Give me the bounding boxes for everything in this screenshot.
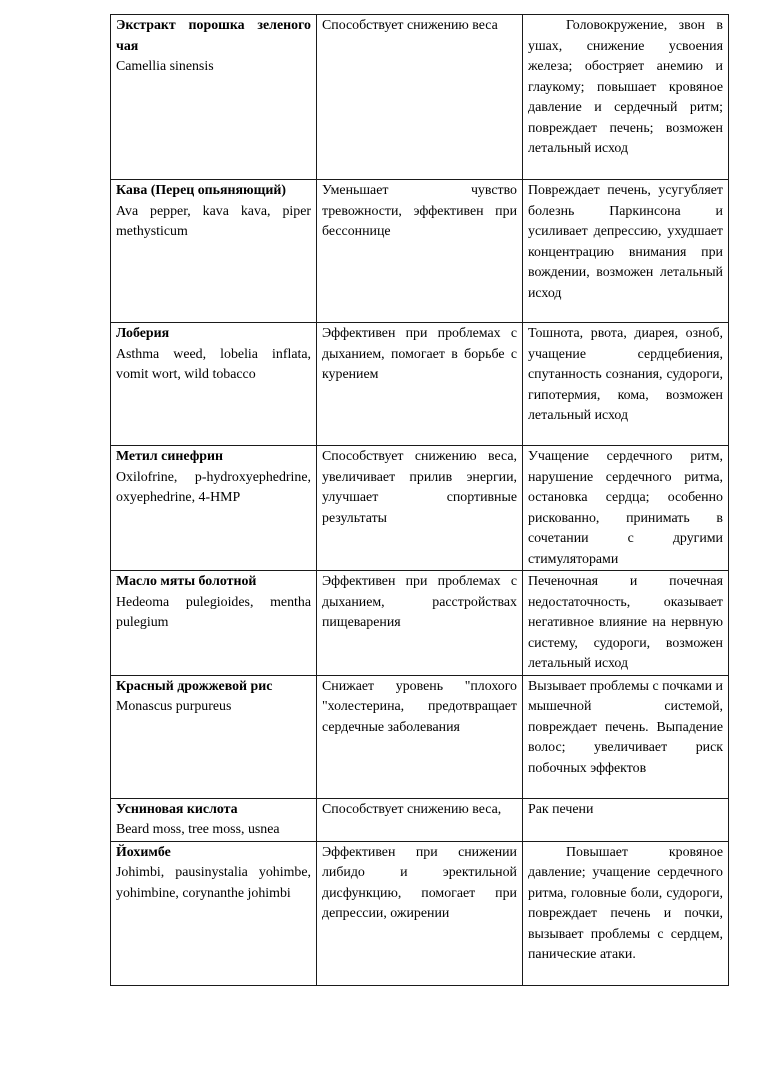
supplement-latin-names: Beard moss, tree moss, usnea (116, 822, 280, 837)
table-row (111, 446, 729, 571)
supplement-cell (111, 798, 317, 841)
risk-cell: Тошнота, рвота, диарея, озноб, учащение сердцебиения, спутанность сознания, судороги, гипотермия, кома, возможен летальный исход (523, 323, 729, 446)
supplement-cell (111, 675, 317, 798)
risk-cell: Повышает кровяное давление; учащение сердечного ритма, головные боли, судороги, повреждает печень и почки, вызывает проблемы с сердцем, панические атаки. (523, 841, 729, 985)
table-row (111, 323, 729, 446)
supplement-latin-names: Monascus purpureus (116, 699, 232, 714)
risk-cell: Головокружение, звон в ушах, снижение усвоения железа; обостряет анемию и глаукому; повышает кровяное давление и сердечный ритм; повреждает печень; возможен летальный исход (523, 15, 729, 180)
supplement-latin-names: Asthma weed, lobelia inflata, vomit wort, wild tobacco (116, 346, 311, 382)
effect-cell: Уменьшает чувство тревожности, эффективен при бессоннице (317, 180, 523, 323)
effect-cell: Эффективен при проблемах с дыханием, помогает в борьбе с курением (317, 323, 523, 446)
supplement-cell (111, 841, 317, 985)
effect-cell: Эффективен при проблемах с дыханием, расстройствах пищеварения (317, 571, 523, 676)
effect-cell: Эффективен при снижении либидо и эректильной дисфункцию, помогает при депрессии, ожирении (317, 841, 523, 985)
supplement-cell (111, 180, 317, 323)
supplement-name: Кава (Перец опьяняющий) (116, 183, 287, 198)
table-row (111, 571, 729, 676)
table-row (111, 15, 729, 180)
effect-cell: Способствует снижению веса, (317, 798, 523, 841)
table-row (111, 798, 729, 841)
supplement-latin-names: Johimbi, pausinystalia yohimbe, yohimbine, corynanthe johimbi (116, 865, 311, 901)
risk-cell: Учащение сердечного ритм, нарушение сердечного ритма, остановка сердца; особенно рискованно, принимать в сочетании с другими стимуляторами (523, 446, 729, 571)
effect-cell: Снижает уровень "плохого "холестерина, предотвращает сердечные заболевания (317, 675, 523, 798)
table-row (111, 180, 729, 323)
supplements-table (110, 14, 729, 986)
supplement-cell (111, 571, 317, 676)
risk-cell: Печеночная и почечная недостаточность, оказывает негативное влияние на нервную систему, судороги, возможен летальный исход (523, 571, 729, 676)
supplement-cell (111, 15, 317, 180)
effect-cell: Способствует снижению веса, увеличивает прилив энергии, улучшает спортивные результаты (317, 446, 523, 571)
supplement-name: Метил синефрин (116, 449, 224, 464)
supplement-name: Лоберия (116, 326, 170, 341)
supplement-latin-names: Hedeoma pulegioides, mentha pulegium (116, 594, 311, 630)
supplement-latin-names: Oxilofrine, p-hydroxyephedrine, oxyephedrine, 4-HMP (116, 469, 311, 505)
risk-cell: Вызывает проблемы с почками и мышечной системой, повреждает печень. Выпадение волос; увеличивает риск побочных эффектов (523, 675, 729, 798)
effect-cell: Способствует снижению веса (317, 15, 523, 180)
supplement-name: Усниновая кислота (116, 801, 238, 817)
supplement-latin-names: Camellia sinensis (116, 59, 214, 74)
risk-cell: Рак печени (523, 798, 729, 841)
risk-cell: Повреждает печень, усугубляет болезнь Паркинсона и усиливает депрессию, ухудшает концентрацию внимания при вождении, возможен летальный исход (523, 180, 729, 323)
supplement-cell (111, 446, 317, 571)
supplement-latin-names: Ava pepper, kava kava, piper methysticum (116, 203, 311, 239)
supplement-name: Йохимбе (116, 844, 171, 860)
supplement-cell (111, 323, 317, 446)
table-row (111, 675, 729, 798)
supplement-name: Экстракт порошка зеленого чая (116, 18, 311, 54)
table-row (111, 841, 729, 985)
supplement-name: Масло мяты болотной (116, 574, 257, 589)
supplement-name: Красный дрожжевой рис (116, 678, 273, 694)
